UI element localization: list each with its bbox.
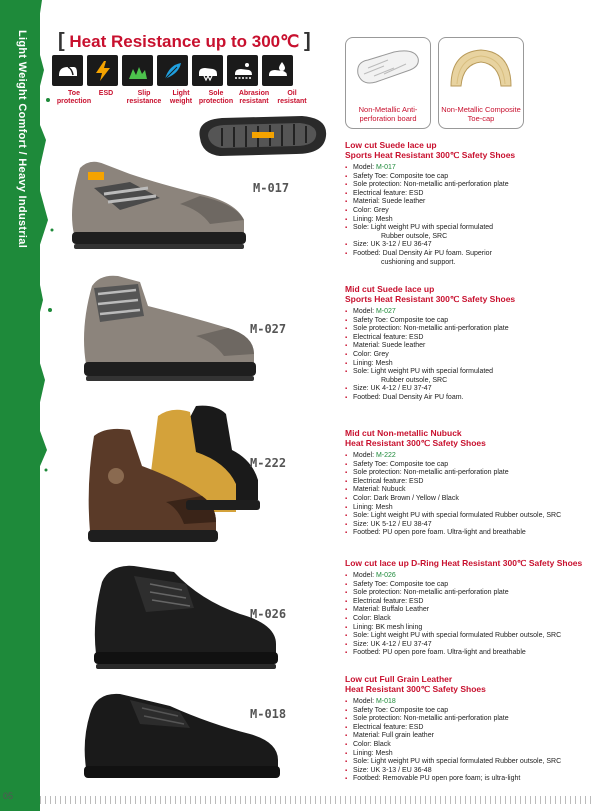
title-line-2: Heat Resistant 300℃ Safety Shoes <box>345 684 486 694</box>
shoe-tag-m017: M-017 <box>253 181 290 195</box>
spec-item: ▪ Sole protection: Non-metallic anti-perforation plate <box>345 325 595 334</box>
spec-item: ▪ Color: Grey <box>345 207 595 216</box>
shoe-tag-m027: M-027 <box>250 322 287 336</box>
spec-item: ▪ Electrical feature: ESD <box>345 724 595 733</box>
spec-item: ▪ Footbed: PU open pore foam. Ultra-light and breathable <box>345 529 595 538</box>
spec-item: ▪ Lining: Mesh <box>345 750 595 759</box>
spec-list <box>345 698 595 784</box>
product-title <box>345 428 595 448</box>
insole-board-icon <box>354 44 422 88</box>
anti-perforation-board-box <box>345 37 431 129</box>
product-m018 <box>345 674 595 784</box>
abrasion-icon <box>227 55 258 86</box>
sidebar-vertical-title: Light Weight Comfort / Heavy Industrial <box>16 30 28 249</box>
anti-perforation-caption: Non-Metallic Anti-perforation board <box>358 105 418 123</box>
spec-item: ▪ Color: Dark Brown / Yellow / Black <box>345 495 595 504</box>
spec-item: ▪ Safety Toe: Composite toe cap <box>345 173 595 182</box>
shoe-tag-m018: M-018 <box>250 707 287 721</box>
spec-item: ▪ Lining: Mesh <box>345 216 595 225</box>
spec-item: ▪ Sole protection: Non-metallic anti-perforation plate <box>345 469 595 478</box>
label-light-weight: Light weight <box>169 90 193 105</box>
spec-item: ▪ Lining: Mesh <box>345 360 595 369</box>
product-m222 <box>345 428 595 538</box>
spec-list <box>345 452 595 538</box>
spec-item: ▪ Size: UK 3-12 / EU 36-47 <box>345 241 595 250</box>
shoe-m027-image <box>78 272 258 384</box>
spec-item: ▪ Footbed: Removable PU open pore foam; is ultra-light <box>345 775 595 784</box>
sole-text: Sole: Light weight PU with special formulated <box>353 368 494 376</box>
spec-item: ▪ Safety Toe: Composite toe cap <box>345 707 595 716</box>
title-line-1: Mid cut Suede lace up <box>345 284 435 294</box>
label-oil-resistant: Oil resistant <box>277 90 307 105</box>
product-title <box>345 558 595 568</box>
shoe-tag-m222: M-222 <box>250 456 287 470</box>
heading-title: Heat Resistance up to 300℃ <box>69 32 300 51</box>
model-label: Model: <box>353 572 376 579</box>
model-value: M-017 <box>375 164 396 171</box>
spec-item: ▪ Size: UK 3-13 / EU 36-48 <box>345 767 595 776</box>
page-number: 05 <box>3 791 14 801</box>
footer-tick-bar <box>40 795 595 805</box>
product-title <box>345 140 595 160</box>
page-heading <box>58 30 311 53</box>
composite-toe-cap-box <box>438 37 524 129</box>
shoe-tag-m026: M-026 <box>250 607 287 621</box>
spec-item: ▪ Sole: Light weight PU with special formulated Rubber outsole, SRC <box>345 632 595 641</box>
spec-item: ▪ Sole: Light weight PU with special formulated Rubber outsole, SRC <box>345 758 595 767</box>
sole-continuation: Rubber outsole, SRC <box>381 376 448 384</box>
spec-model <box>345 308 595 317</box>
spec-item: ▪ Size: UK 4-12 / EU 37-47 <box>345 385 595 394</box>
model-label: Model: <box>353 698 376 705</box>
product-title <box>345 284 595 304</box>
green-sidebar <box>0 0 40 811</box>
spec-item-sole <box>345 224 595 241</box>
label-abrasion-resistant: Abrasion resistant <box>238 90 270 105</box>
title-line-2: Heat Resistant 300℃ Safety Shoes <box>345 438 486 448</box>
spec-item: ▪ Sole protection: Non-metallic anti-perforation plate <box>345 181 595 190</box>
model-value: M-018 <box>375 698 396 705</box>
spec-item: ▪ Electrical feature: ESD <box>345 598 595 607</box>
spec-item: ▪ Material: Suede leather <box>345 198 595 207</box>
composite-toe-cap-icon <box>445 42 517 92</box>
title-line-1: Low cut Full Grain Leather <box>345 674 453 684</box>
spec-item: ▪ Electrical feature: ESD <box>345 190 595 199</box>
spec-model <box>345 572 595 581</box>
title-line-2: Sports Heat Resistant 300℃ Safety Shoes <box>345 294 516 304</box>
spec-list <box>345 308 595 403</box>
spec-item: ▪ Material: Nubuck <box>345 486 595 495</box>
spec-item: ▪ Electrical feature: ESD <box>345 478 595 487</box>
shoe-m018-image <box>80 684 280 784</box>
toe-cap-icon <box>52 55 83 86</box>
spec-item: ▪ Color: Grey <box>345 351 595 360</box>
spec-item: ▪ Safety Toe: Composite toe cap <box>345 317 595 326</box>
spec-item: ▪ Material: Full grain leather <box>345 732 595 741</box>
model-value: M-222 <box>375 452 396 459</box>
spec-item: ▪ Footbed: PU open pore foam. Ultra-light and breathable <box>345 649 595 658</box>
oil-drop-icon <box>262 55 293 86</box>
spec-item: ▪ Sole protection: Non-metallic anti-perforation plate <box>345 715 595 724</box>
title-line-1: Mid cut Non-metallic Nubuck <box>345 428 462 438</box>
title-line-1: Low cut lace up D-Ring Heat Resistant 300℃ Safety Shoes <box>345 558 583 568</box>
spec-item: ▪ Footbed: Dual Density Air PU foam. <box>345 394 595 403</box>
spec-item: ▪ Lining: Mesh <box>345 504 595 513</box>
sole-text: Sole: Light weight PU with special formulated <box>353 224 494 232</box>
spec-model <box>345 698 595 707</box>
grunge-edge-decoration <box>28 0 58 811</box>
spec-item: ▪ Lining: BK mesh lining <box>345 624 595 633</box>
spec-item: ▪ Sole: Light weight PU with special formulated Rubber outsole, SRC <box>345 512 595 521</box>
product-m017 <box>345 140 595 267</box>
spec-item-footbed <box>345 250 595 267</box>
label-slip-resistance: Slip resistance <box>126 90 162 105</box>
shoe-m017-image <box>60 158 250 250</box>
title-line-1: Low cut Suede lace up <box>345 140 437 150</box>
spec-item: ▪ Sole protection: Non-metallic anti-perforation plate <box>345 589 595 598</box>
spec-item: ▪ Electrical feature: ESD <box>345 334 595 343</box>
spec-item: ▪ Material: Buffalo Leather <box>345 606 595 615</box>
spec-item: ▪ Color: Black <box>345 615 595 624</box>
product-m027 <box>345 284 595 403</box>
product-title <box>345 674 595 694</box>
model-value: M-026 <box>375 572 396 579</box>
model-value: M-027 <box>375 308 396 315</box>
feature-icon-row <box>52 55 293 86</box>
model-label: Model: <box>353 164 376 171</box>
spec-list <box>345 572 595 658</box>
spec-item: ▪ Safety Toe: Composite toe cap <box>345 581 595 590</box>
spec-item: ▪ Material: Suede leather <box>345 342 595 351</box>
sole-continuation: Rubber outsole, SRC <box>381 232 448 240</box>
shoe-m222-image <box>86 400 266 550</box>
spec-model <box>345 164 595 173</box>
spec-item: ▪ Size: UK 5-12 / EU 38-47 <box>345 521 595 530</box>
footbed-text: Footbed: Dual Density Air PU foam. Superior <box>353 249 492 257</box>
spec-item: ▪ Size: UK 4-12 / EU 37-47 <box>345 641 595 650</box>
product-m026 <box>345 558 595 658</box>
slip-resistance-icon <box>122 55 153 86</box>
footbed-continuation: cushioning and support. <box>381 258 456 266</box>
model-label: Model: <box>353 452 376 459</box>
esd-lightning-icon <box>87 55 118 86</box>
composite-toe-cap-caption: Non-Metallic Composite Toe-cap <box>441 105 521 123</box>
model-label: Model: <box>353 308 376 315</box>
sole-protection-icon <box>192 55 223 86</box>
feather-icon <box>157 55 188 86</box>
spec-item-sole <box>345 368 595 385</box>
outsole-image <box>192 112 332 160</box>
title-line-2: Sports Heat Resistant 300℃ Safety Shoes <box>345 150 516 160</box>
spec-model <box>345 452 595 461</box>
heading-bracket-close: ] <box>303 30 311 52</box>
spec-list <box>345 164 595 267</box>
spec-item: ▪ Safety Toe: Composite toe cap <box>345 461 595 470</box>
label-toe-protection: Toe protection <box>56 90 92 105</box>
label-esd: ESD <box>98 90 114 97</box>
label-sole-protection: Sole protection <box>198 90 234 105</box>
heading-bracket-open: [ <box>58 30 65 52</box>
spec-item: ▪ Color: Black <box>345 741 595 750</box>
